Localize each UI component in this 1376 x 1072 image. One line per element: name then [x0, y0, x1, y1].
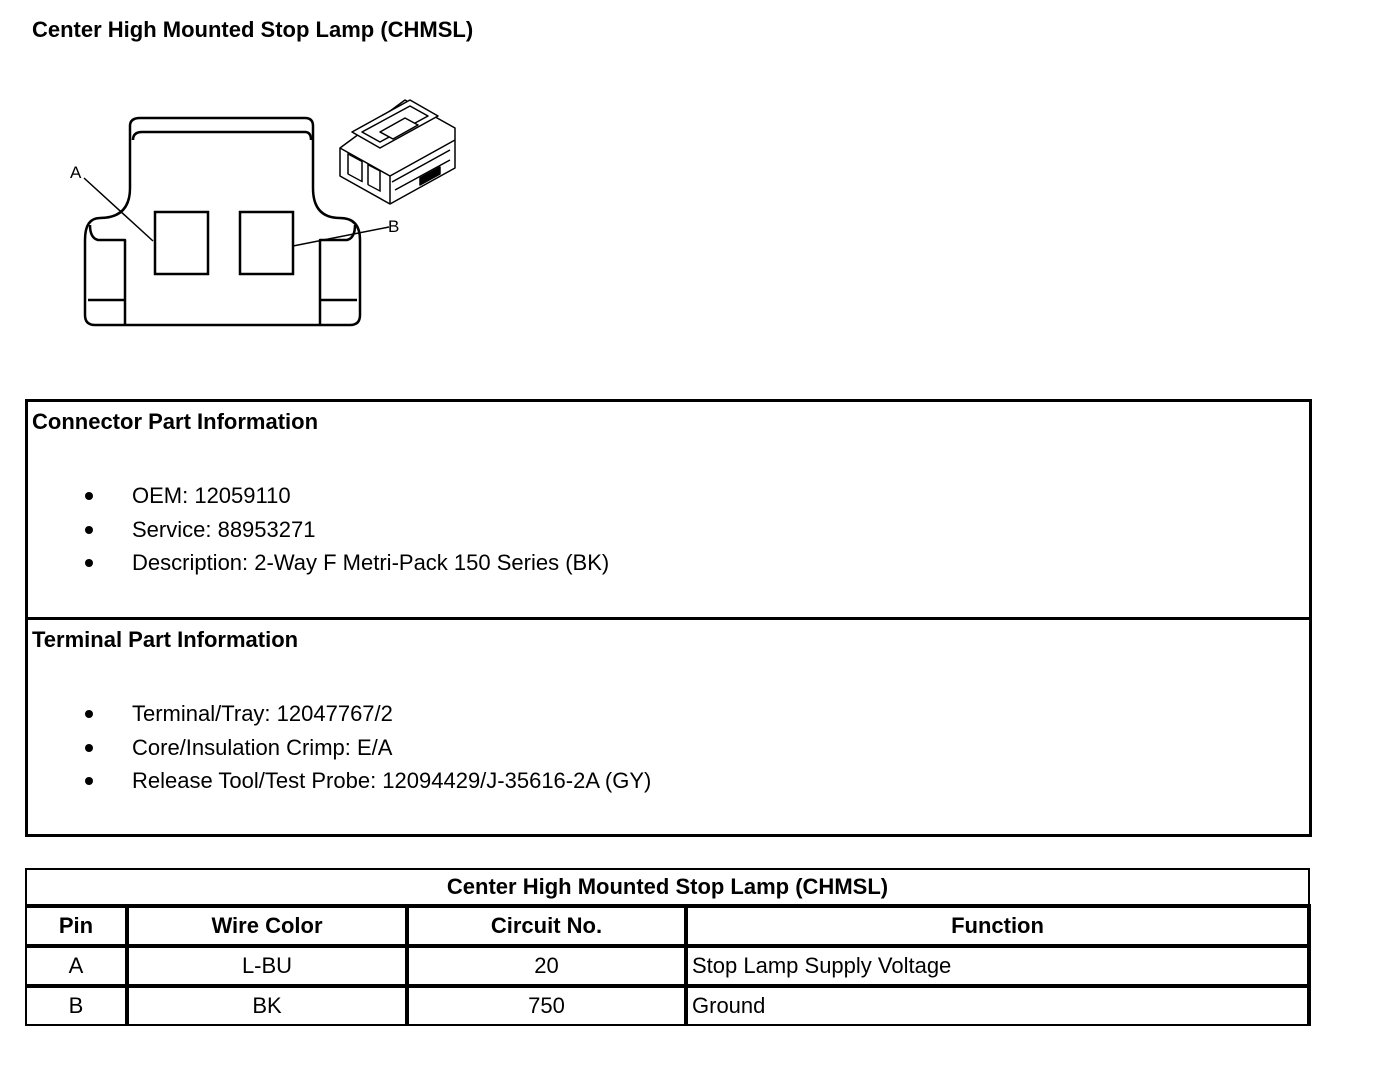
list-item: Description: 2-Way F Metri-Pack 150 Series (BK): [28, 546, 609, 580]
part-info-box: [25, 399, 1312, 837]
list-item: Core/Insulation Crimp: E/A: [28, 731, 651, 765]
col-header-circuit-no: Circuit No.: [407, 906, 686, 946]
cell-pin: B: [26, 986, 127, 1025]
col-header-function: Function: [686, 906, 1309, 946]
table-row: [26, 946, 1309, 986]
bullet-icon: [85, 526, 93, 534]
connector-part-info: [28, 402, 1309, 617]
cell-function: Stop Lamp Supply Voltage: [686, 946, 1309, 986]
list-item: Terminal/Tray: 12047767/2: [28, 697, 651, 731]
cell-wire-color: L-BU: [127, 946, 407, 986]
list-item: Release Tool/Test Probe: 12094429/J-35616-2A (GY): [28, 764, 651, 798]
pin-table: [25, 868, 1311, 1026]
cell-circuit-no: 750: [407, 986, 686, 1025]
bullet-icon: [85, 777, 93, 785]
connector-info-heading: Connector Part Information: [32, 409, 319, 434]
cell-function: Ground: [686, 986, 1309, 1025]
connector-info-list: [28, 479, 609, 580]
pin-table-caption: Center High Mounted Stop Lamp (CHMSL): [26, 869, 1309, 906]
connector-face-diagram: [60, 90, 480, 340]
cavity-b: [240, 212, 293, 274]
bullet-icon: [85, 710, 93, 718]
terminal-info-list: [28, 697, 651, 798]
cavity-a: [155, 212, 208, 274]
cell-pin: A: [26, 946, 127, 986]
terminal-info-heading: Terminal Part Information: [32, 627, 299, 652]
page-title: Center High Mounted Stop Lamp (CHMSL): [32, 17, 474, 42]
bullet-icon: [85, 559, 93, 567]
list-item: Service: 88953271: [28, 513, 609, 547]
pin-label-b: B: [388, 217, 400, 236]
bullet-icon: [85, 744, 93, 752]
cell-wire-color: BK: [127, 986, 407, 1025]
bullet-icon: [85, 492, 93, 500]
col-header-wire-color: Wire Color: [127, 906, 407, 946]
list-item: OEM: 12059110: [28, 479, 609, 513]
cell-circuit-no: 20: [407, 946, 686, 986]
connector-iso-icon: [340, 100, 455, 204]
col-header-pin: Pin: [26, 906, 127, 946]
table-row: [26, 986, 1309, 1025]
pin-label-a: A: [70, 163, 82, 182]
terminal-part-info: [28, 617, 1309, 837]
